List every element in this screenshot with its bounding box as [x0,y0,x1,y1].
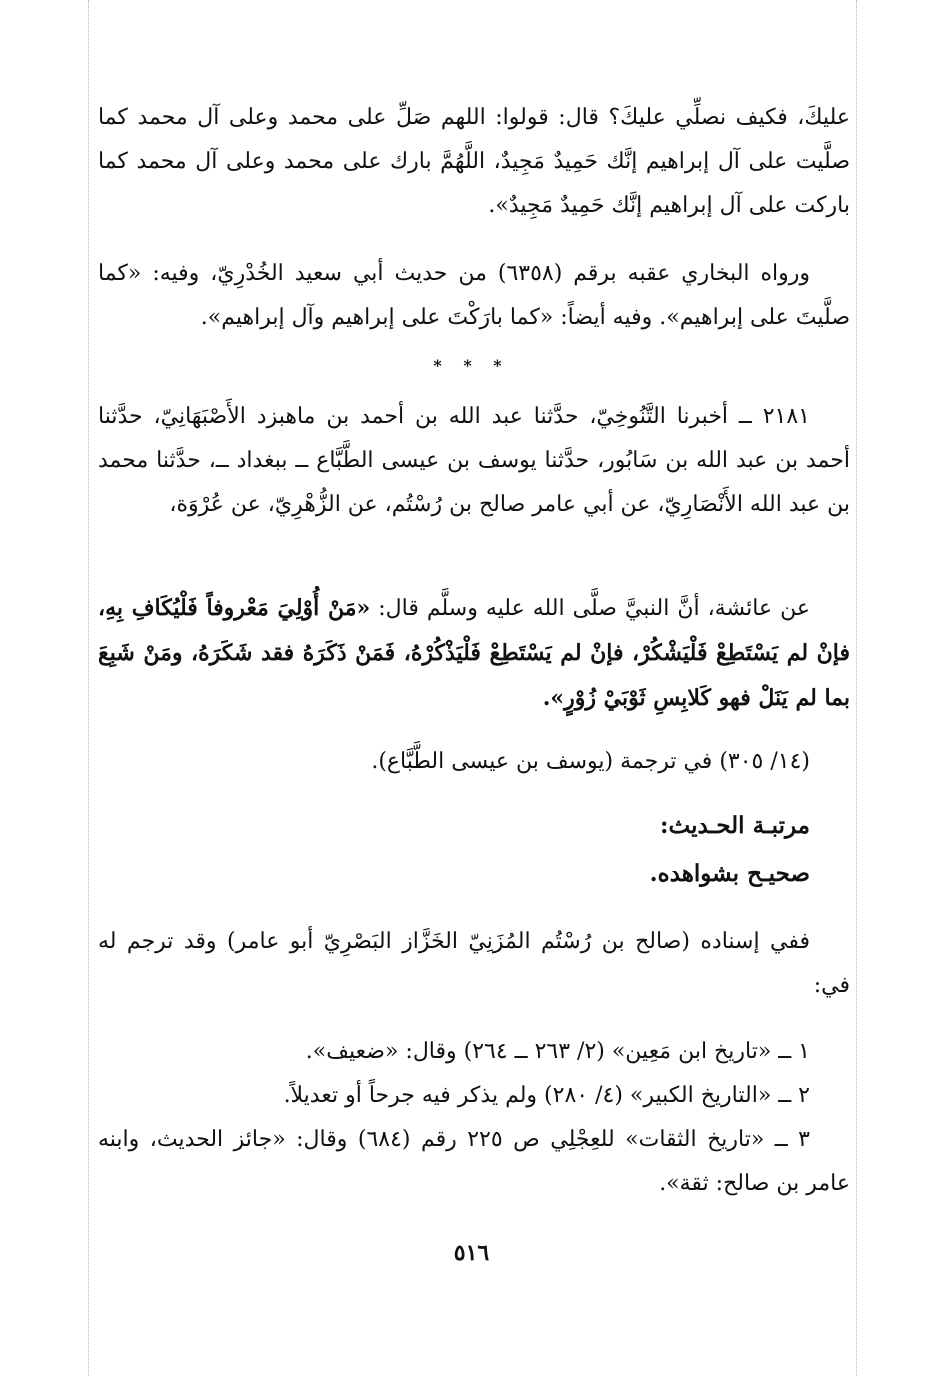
sources-list [98,1030,850,1206]
section-separator: * * * [433,356,510,375]
hadith-verdict-heading: صحيـح بشواهده. [649,860,810,887]
paragraph-text: ٢١٨١ ــ أخبرنا التَّنُوخِيّ، حدَّثنا عبد الله بن أحمد بن ماهبزد الأَصْبَهَانِيّ، حدَّثنا أحمد بن عبد الله بن سَابُور، حدَّثنا يوسف بن عيسى الطَّبَّاع ــ ببغداد ــ، حدَّثنا محمد بن عبد الله الأَنْصَارِيّ، عن أبي عامر صالح بن رُسْتُم، عن الزُّهْرِيّ، عن عُرْوَة، [98,404,850,517]
list-item: ١ ــ «تاريخ ابن مَعِين» (٢/ ٢٦٣ ــ ٢٦٤) وقال: «ضعيف». [305,1039,810,1064]
paragraph-text: عليكَ، فكيف نصلِّي عليكَ؟ قال: قولوا: اللهم صَلِّ على محمد وعلى آل محمد كما صلَّيت على آل إبراهيم إنَّك حَمِيدٌ مَجِيدٌ، اللَّهُمَّ بارك على محمد وعلى آل محمد كما باركت على آل إبراهيم إنَّك حَمِيدٌ مَجِيدٌ». [98,105,850,218]
list-item: ٢ ــ «التاريخ الكبير» (٤/ ٢٨٠) ولم يذكر فيه جرحاً أو تعديلاً. [283,1083,810,1108]
list-item: ٣ ــ «تاريخ الثقات» للعِجْلِي ص ٢٢٥ رقم (٦٨٤) وقال: «جائز الحديث، وابنه عامر بن صالح: ثقة». [98,1127,850,1196]
isnad-note-paragraph [98,920,850,1008]
hadith-text: «مَنْ أُوْلِيَ مَعْروفاً فَلْيُكَافِ بِهِ، فإنْ لم يَسْتَطِعْ فَلْيَشْكُرْ، فإنْ لم يَسْتَطِعْ فَلْيَذْكُرْهُ، فَمَنْ ذَكَرَهُ فقد شَكَرَهُ، ومَنْ شَبِعَ بما لم يَنَلْ فهو كَلابِسِ ثَوْبَيْ زُوْرٍ». [98,595,850,711]
right-margin-guide [856,0,857,1376]
source-citation-paragraph [98,740,850,784]
paragraph-text: (١٤/ ٣٠٥) في ترجمة (يوسف بن عيسى الطَّبَّاع). [371,749,810,774]
hadith-continuation-paragraph [98,96,850,228]
matn-intro: عن عائشة، أنَّ النبيَّ صلَّى الله عليه وسلَّم قال: [370,596,810,621]
paragraph-text [98,586,850,721]
isnad-paragraph [98,395,850,527]
bukhari-reference-paragraph [98,252,850,340]
hadith-rank-heading: مرتبـة الحـديث: [660,812,810,839]
paragraph-text: ففي إسناده (صالح بن رُسْتُم المُزَنِيّ الخَزَّاز البَصْرِيّ أبو عامر) وقد ترجم له في: [98,929,850,998]
paragraph-text: ورواه البخاري عقبه برقم (٦٣٥٨) من حديث أبي سعيد الخُدْرِيّ، وفيه: «كما صلَّيتَ على إبراهيم». وفيه أيضاً: «كما بارَكْتَ على إبراهيم وآل إبراهيم». [98,261,850,330]
matn-paragraph [98,586,850,721]
left-margin-guide [88,0,89,1376]
page-number: ٥١٦ [453,1240,490,1266]
